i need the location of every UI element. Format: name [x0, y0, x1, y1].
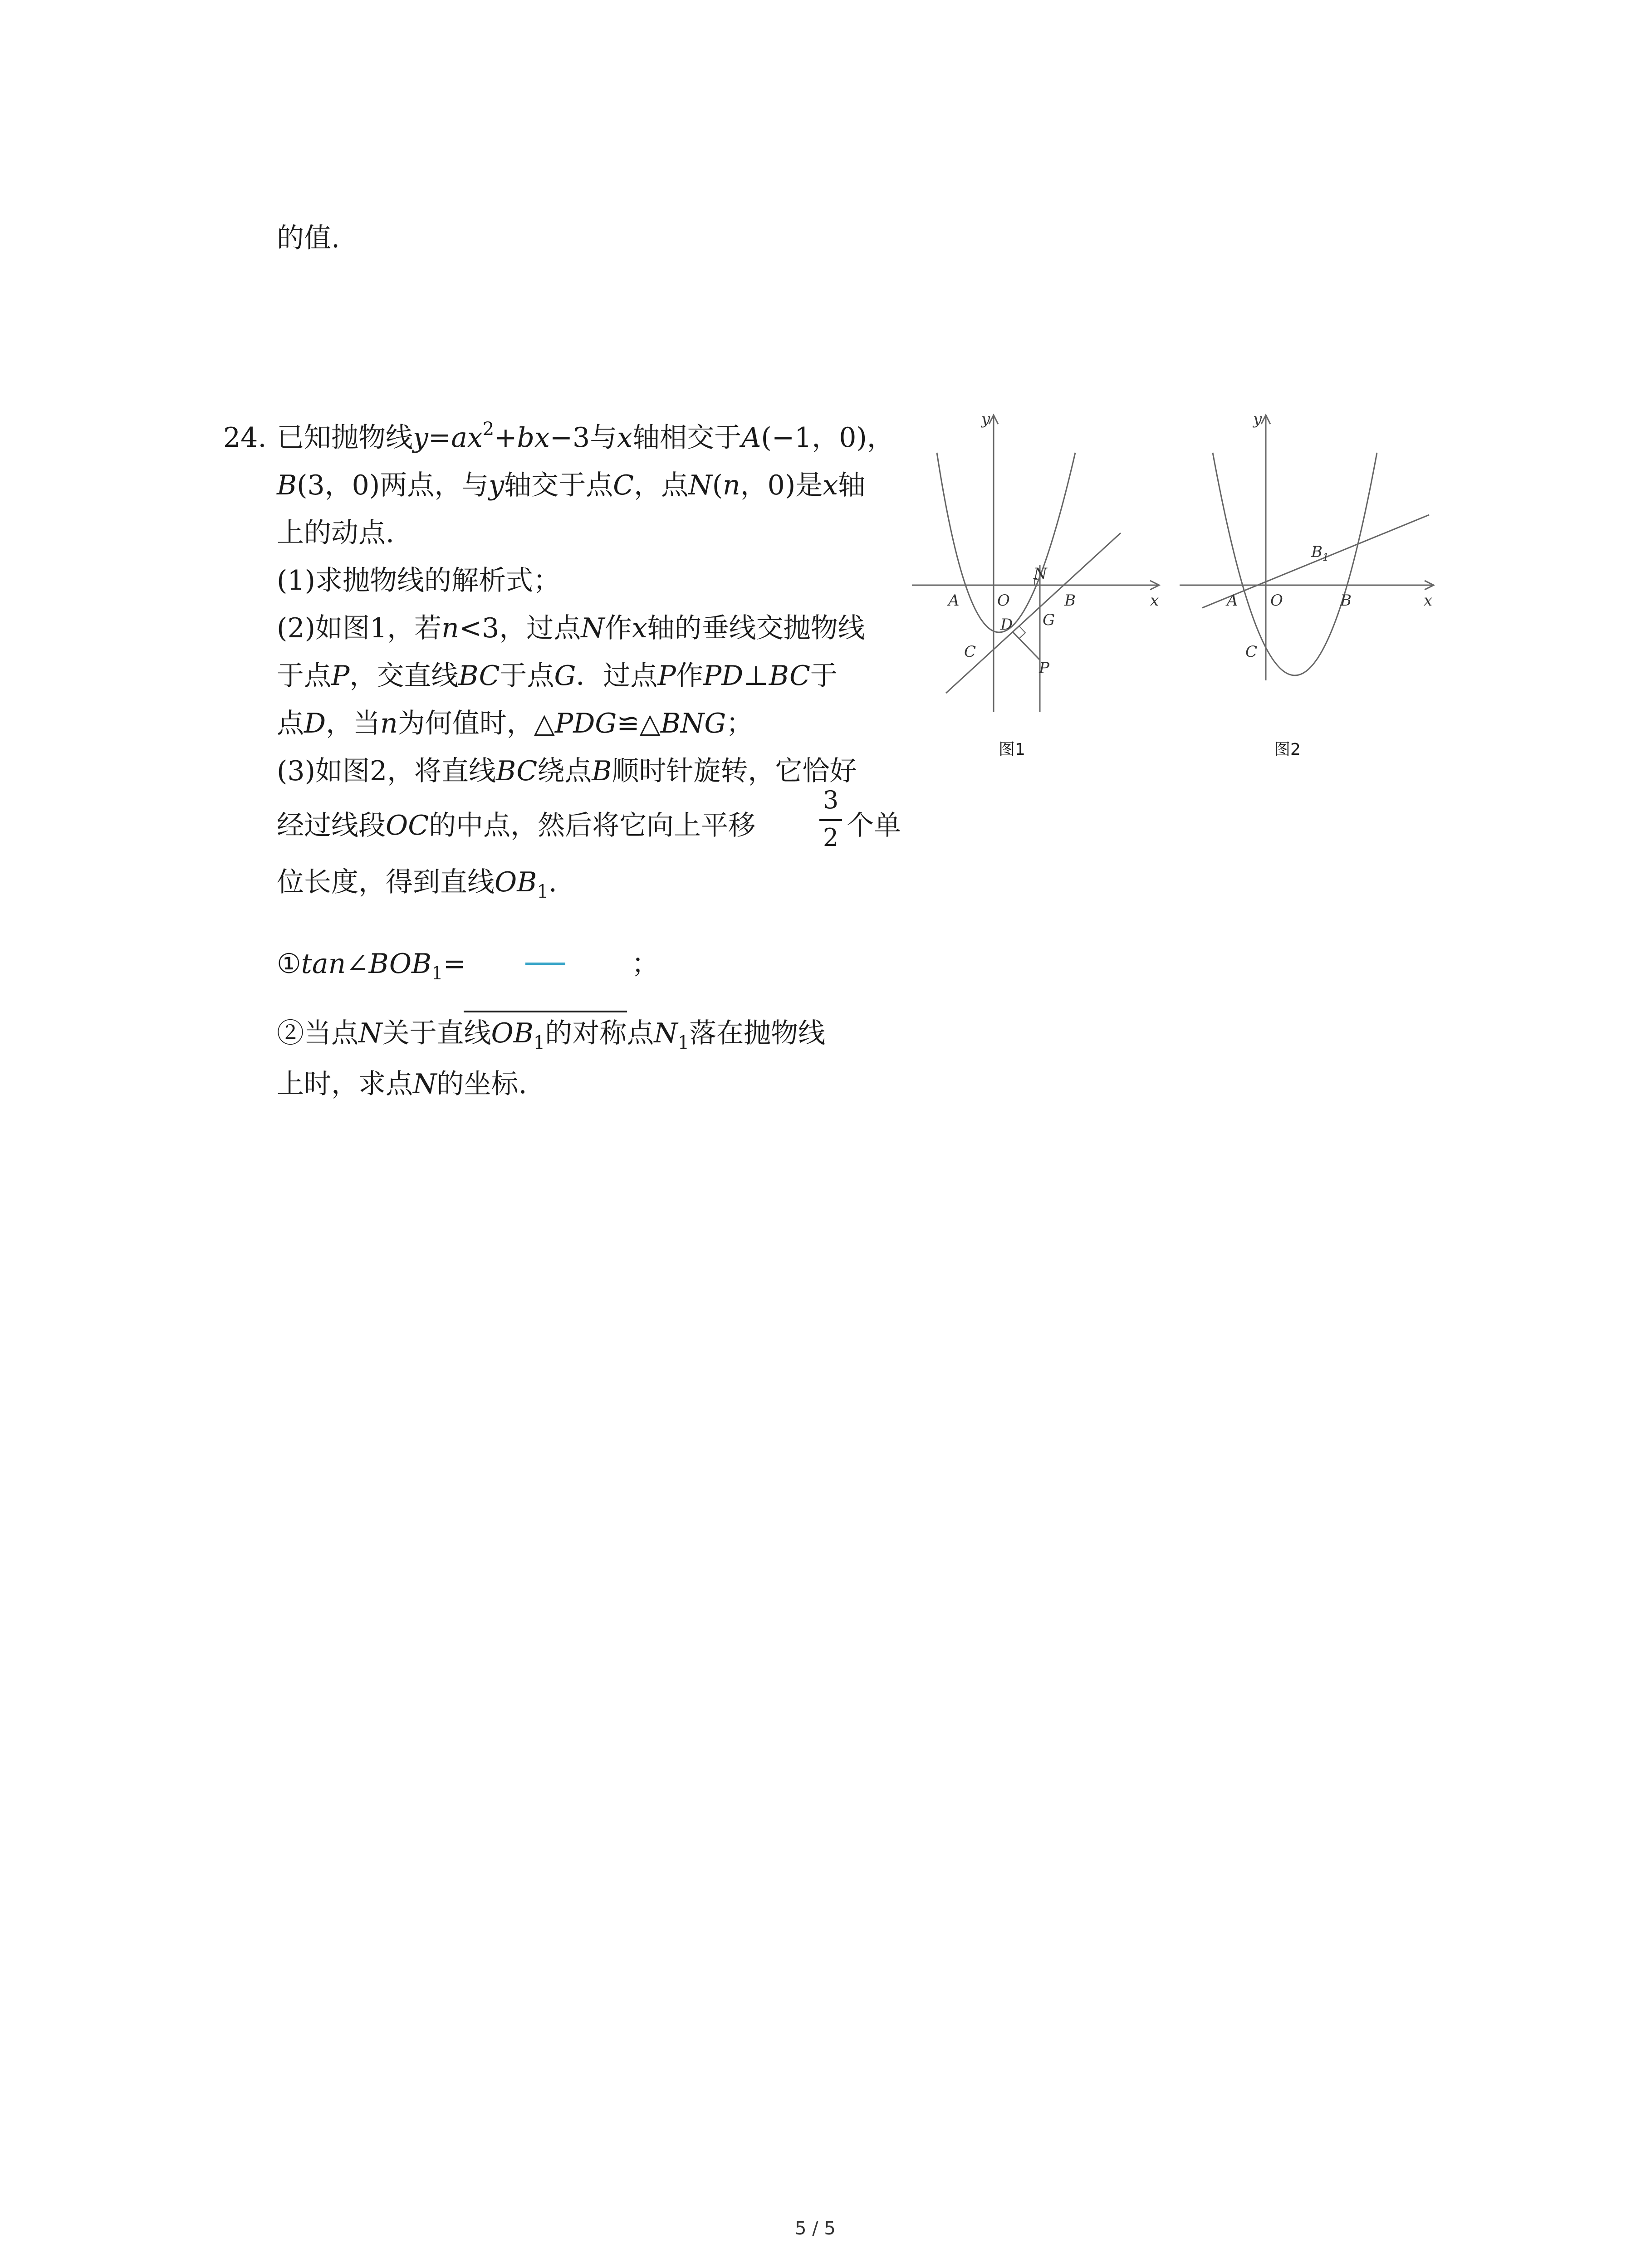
- part-3-line-2a: 经过线段OC的中点，然后将它向上平移: [277, 810, 756, 841]
- part-3-line-3: 位长度，得到直线$OB_1$.: [277, 866, 557, 902]
- sub-question-2-line-2: 上时，求点N的坐标.: [277, 1068, 527, 1100]
- problem-number: 24.: [223, 422, 267, 454]
- part-2-line-3: 点D，当n为何值时，△PDG≌△BNG；: [277, 708, 754, 739]
- fraction-numerator: 3: [823, 786, 839, 814]
- page-number: 5 / 5: [795, 2218, 836, 2239]
- figure-1-right-angle-D: [1019, 626, 1025, 639]
- figure-1-axes: [912, 415, 1159, 712]
- sub-question-1: $①\tan\angle BOB_1=$: [277, 948, 466, 984]
- fig2-label-A: A: [1227, 591, 1238, 610]
- fig1-label-C: C: [964, 643, 976, 661]
- fig1-label-B: B: [1064, 591, 1076, 610]
- part-3-line-1: (3)如图2，将直线BC绕点B顺时针旋转，它恰好: [277, 755, 857, 787]
- fraction-denominator: 2: [823, 823, 839, 852]
- intro-line-3: 上的动点.: [277, 517, 395, 549]
- fig2-label-x: x: [1424, 591, 1433, 610]
- figure-1-labels: [947, 410, 1159, 677]
- part-3-line-2b: 个单: [847, 810, 901, 841]
- fig1-label-D: D: [1000, 616, 1013, 634]
- figure-1-caption: 图1: [999, 740, 1025, 759]
- sub-question-1-semicolon: ；: [632, 948, 659, 980]
- previous-question-tail: 的值.: [277, 222, 340, 254]
- fig2-label-C: C: [1245, 643, 1258, 661]
- part-1: (1)求抛物线的解析式；: [277, 565, 560, 596]
- figure-1-line-BC: [946, 533, 1121, 693]
- fig2-label-y: y: [1253, 410, 1262, 428]
- fig2-label-O: O: [1270, 591, 1283, 610]
- figure-2-caption: 图2: [1274, 740, 1301, 759]
- fig1-label-P: P: [1039, 659, 1049, 677]
- fig1-label-y: y: [981, 410, 990, 428]
- fig1-label-O: O: [997, 591, 1010, 610]
- fig2-label-B1: $B_1$: [1311, 543, 1329, 563]
- intro-line-2: B(3，0)两点，与y轴交于点C，点N(n，0)是x轴: [277, 469, 866, 501]
- part-2-line-2: 于点P，交直线BC于点G．过点P作PD⊥BC于: [277, 660, 838, 692]
- fig1-label-A: A: [948, 591, 960, 610]
- part-2-line-1: (2)如图1，若n<3，过点N作x轴的垂线交抛物线: [277, 612, 865, 644]
- fig1-label-G: G: [1043, 611, 1055, 629]
- fig1-label-x: x: [1150, 591, 1159, 610]
- fig1-label-N: N: [1034, 565, 1047, 583]
- figure-1-segment-PD: [1013, 632, 1040, 660]
- intro-line-1: 已知抛物线$y=ax^2+bx-3$与x轴相交于A(−1，0)，: [277, 419, 894, 454]
- fig2-label-B: B: [1340, 591, 1352, 610]
- sub-question-2-line-1: ②当点N关于直线$OB_1$的对称点$N_1$落在抛物线: [277, 1017, 826, 1053]
